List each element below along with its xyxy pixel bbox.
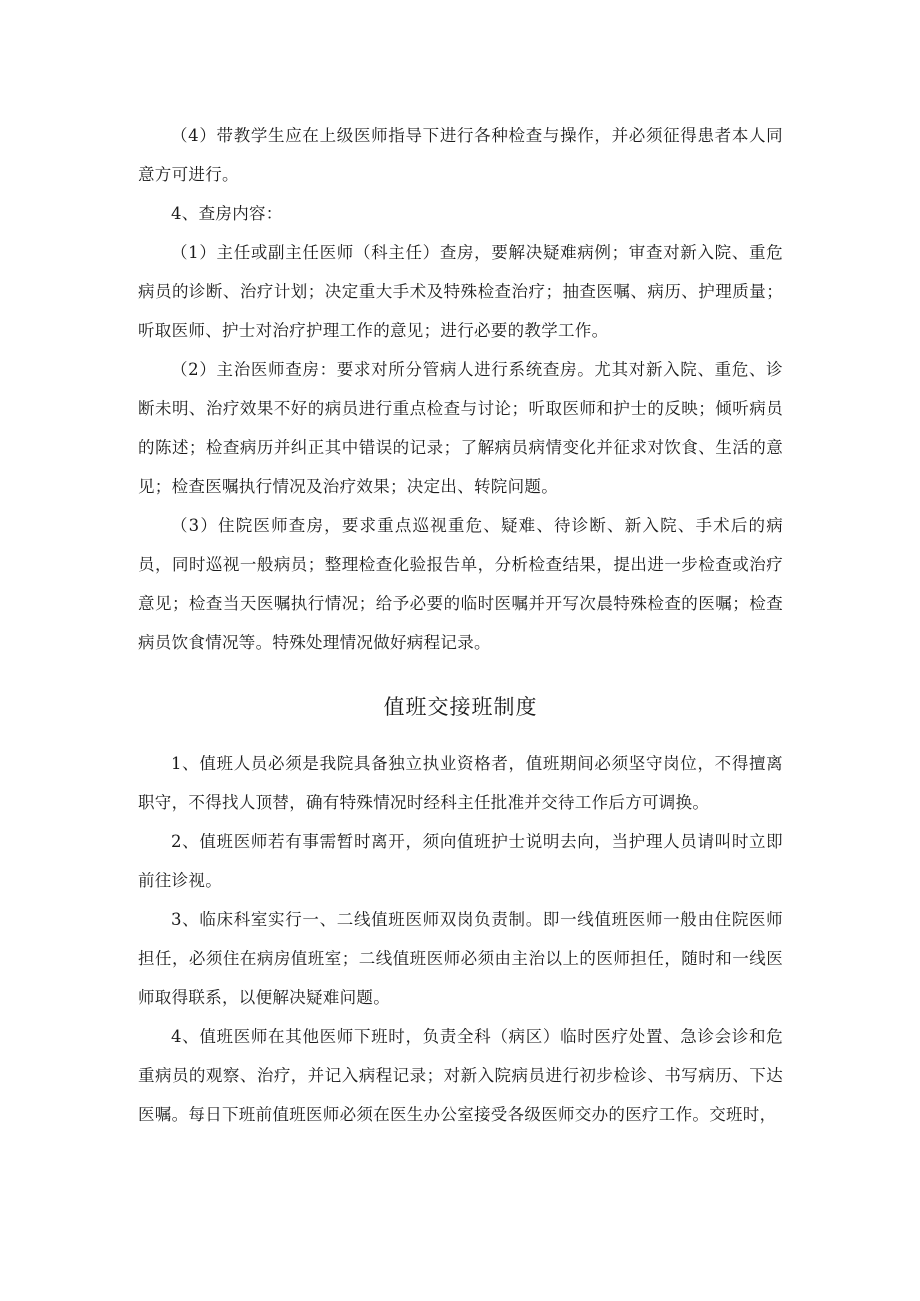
rounds-section	[138, 116, 783, 662]
paragraph-attending-physician-rounds: （2）主治医师查房：要求对所分管病人进行系统查房。尤其对新入院、重危、诊断未明、治疗效果不好的病员进行重点检查与讨论；听取医师和护士的反映；倾听病员的陈述；检查病历并纠正其中错误的记录；了解病员病情变化并征求对饮食、生活的意见；检查医嘱执行情况及治疗效果；决定出、转院问题。	[138, 360, 783, 496]
paragraph-duty-rule-3: 3、临床科室实行一、二线值班医师双岗负责制。即一线值班医师一般由住院医师担任，必须住在病房值班室；二线值班医师必须由主治以上的医师担任，随时和一线医师取得联系，以便解决疑难问题。	[138, 910, 783, 1007]
paragraph-chief-physician-rounds: （1）主任或副主任医师（科主任）查房，要解决疑难病例；审查对新入院、重危病员的诊断、治疗计划；决定重大手术及特殊检查治疗；抽查医嘱、病历、护理质量；听取医师、护士对治疗护理工作的意见；进行必要的教学工作。	[138, 243, 783, 340]
paragraph-duty-rule-2: 2、值班医师若有事需暂时离开，须向值班护士说明去向，当护理人员请叫时立即前往诊视。	[138, 832, 783, 890]
paragraph-resident-physician-rounds: （3）住院医师查房，要求重点巡视重危、疑难、待诊断、新入院、手术后的病员，同时巡视一般病员；整理检查化验报告单，分析检查结果，提出进一步检查或治疗意见；检查当天医嘱执行情况；给予必要的临时医嘱并开写次晨特殊检查的医嘱；检查病员饮食情况等。特殊处理情况做好病程记录。	[138, 516, 783, 652]
paragraph-rounds-content-heading: 4、查房内容：	[171, 204, 283, 223]
paragraph-duty-rule-1: 1、值班人员必须是我院具备独立执业资格者，值班期间必须坚守岗位，不得擅离职守，不得找人顶替，确有特殊情况时经科主任批准并交待工作后方可调换。	[138, 754, 783, 812]
duty-handover-section	[138, 744, 783, 1134]
section-title-duty-handover: 值班交接班制度	[383, 695, 538, 719]
paragraph-teaching-students: （4）带教学生应在上级医师指导下进行各种检查与操作，并必须征得患者本人同意方可进行。	[138, 126, 783, 184]
document-page	[138, 116, 783, 1134]
paragraph-duty-rule-4: 4、值班医师在其他医师下班时，负责全科（病区）临时医疗处置、急诊会诊和危重病员的观察、治疗，并记入病程记录；对新入院病员进行初步检诊、书写病历、下达医嘱。每日下班前值班医师必须在医生办公室接受各级医师交办的医疗工作。交班时，	[138, 1027, 783, 1124]
